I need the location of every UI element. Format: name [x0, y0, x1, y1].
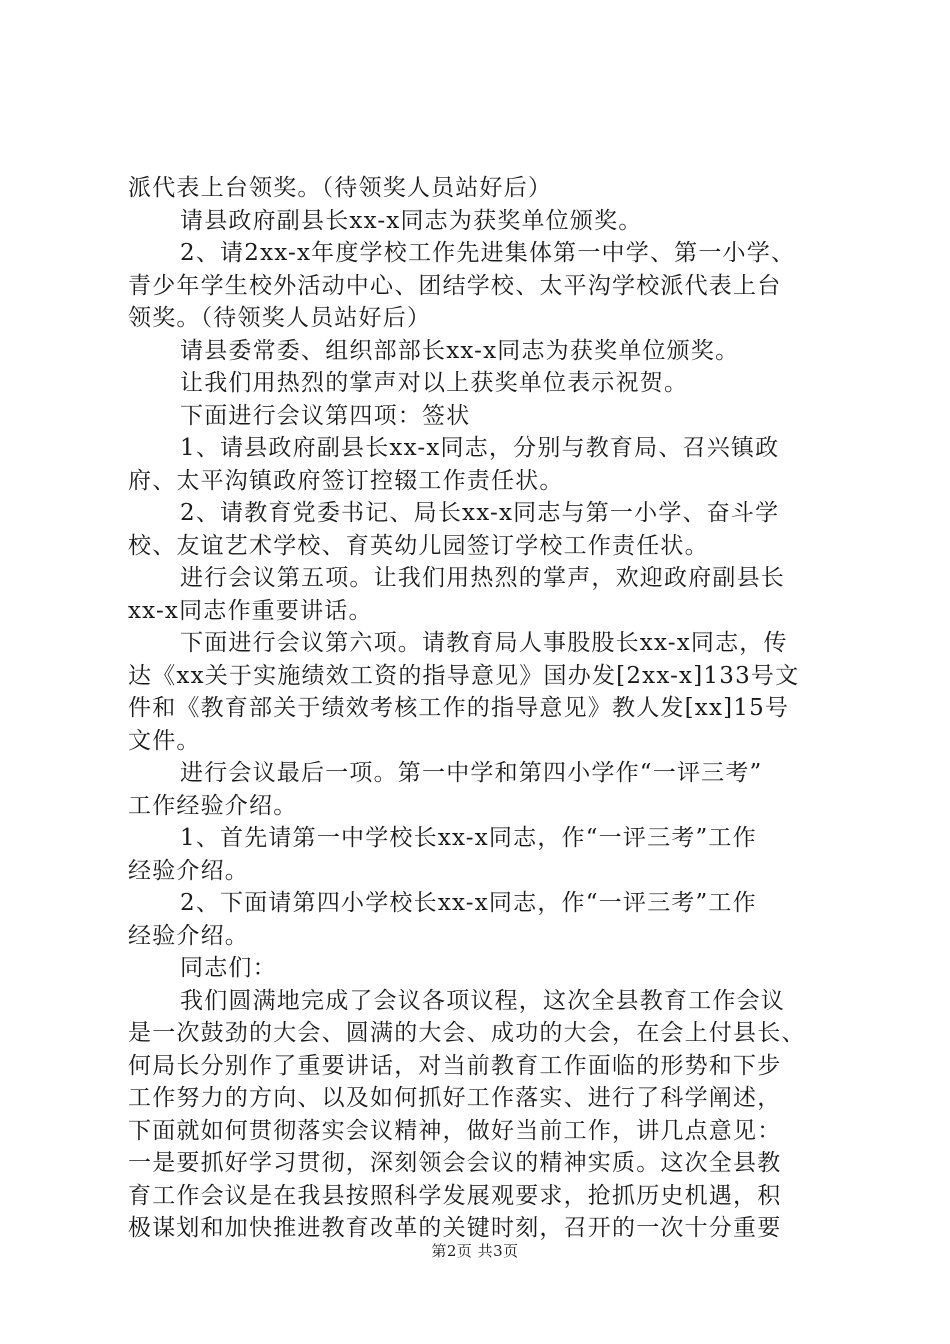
text-line: 何局长分别作了重要讲话，对当前教育工作面临的形势和下步 — [128, 1052, 782, 1079]
text-line: 府、太平沟镇政府签订控辍工作责任状。 — [128, 467, 564, 494]
text-line: 件和《教育部关于绩效考核工作的指导意见》教人发[xx]15号 — [128, 695, 790, 721]
text-line: 下面进行会议第四项：签状 — [180, 402, 471, 429]
text-line: 极谋划和加快推进教育改革的关键时刻，召开的一次十分重要 — [128, 1215, 782, 1241]
text-line: 进行会议最后一项。第一中学和第四小学作“一评三考” — [180, 760, 763, 786]
text-line: 育工作会议是在我县按照科学发展观要求，抢抓历史机遇，积 — [128, 1182, 782, 1209]
document-body — [128, 172, 836, 1245]
text-line: 我们圆满地完成了会议各项议程，这次全县教育工作会议 — [180, 987, 785, 1014]
text-line: 一是要抓好学习贯彻，深刻领会会议的精神实质。这次全县教 — [128, 1150, 782, 1176]
text-line: 让我们用热烈的掌声对以上获奖单位表示祝贺。 — [180, 370, 689, 396]
text-line: 2、请2xx-x年度学校工作先进集体第一中学、第一小学、 — [180, 240, 796, 266]
text-line: 请县政府副县长xx-x同志为获奖单位颁奖。 — [180, 207, 643, 234]
text-line: xx-x同志作重要讲话。 — [128, 597, 373, 624]
text-line: 2、请教育党委书记、局长xx-x同志与第一小学、奋斗学 — [180, 500, 780, 526]
text-line: 经验介绍。 — [128, 857, 249, 884]
text-line: 文件。 — [128, 727, 201, 754]
text-line: 同志们： — [180, 955, 277, 981]
text-line: 进行会议第五项。让我们用热烈的掌声，欢迎政府副县长 — [180, 565, 785, 591]
text-line: 2、下面请第四小学校长xx-x同志，作“一评三考”工作 — [180, 890, 757, 916]
text-line: 是一次鼓劲的大会、圆满的大会、成功的大会，在会上付县长、 — [128, 1020, 806, 1046]
text-line: 1、请县政府副县长xx-x同志，分别与教育局、召兴镇政 — [180, 435, 780, 461]
text-line: 派代表上台领奖。（待领奖人员站好后） — [128, 175, 553, 201]
text-line: 达《xx关于实施绩效工资的指导意见》国办发[2xx-x]133号文 — [128, 662, 800, 689]
text-line: 经验介绍。 — [128, 922, 249, 949]
text-line: 校、友谊艺术学校、育英幼儿园签订学校工作责任状。 — [128, 532, 709, 559]
page-footer: 第2页 共3页 — [431, 1242, 519, 1260]
text-line: 青少年学生校外活动中心、团结学校、太平沟学校派代表上台 — [128, 272, 782, 299]
text-line: 下面进行会议第六项。请教育局人事股股长xx-x同志，传 — [180, 630, 788, 656]
text-line: 请县委常委、组织部部长xx-x同志为获奖单位颁奖。 — [180, 337, 740, 364]
text-line: 工作努力的方向、以及如何抓好工作落实、进行了科学阐述， — [128, 1085, 782, 1111]
text-line: 工作经验介绍。 — [128, 792, 298, 819]
text-line: 下面就如何贯彻落实会议精神，做好当前工作，讲几点意见： — [128, 1117, 782, 1144]
text-line: 1、首先请第一中学校长xx-x同志，作“一评三考”工作 — [180, 825, 757, 851]
text-line: 领奖。（待领奖人员站好后） — [128, 305, 432, 331]
